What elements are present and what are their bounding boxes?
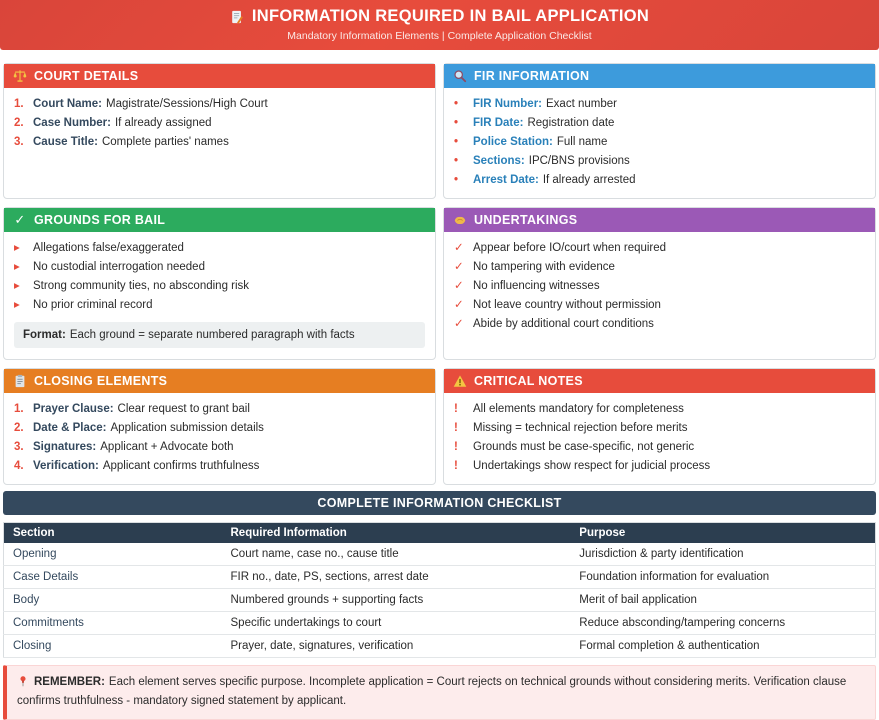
memo-icon xyxy=(230,10,244,24)
cell-section: Opening xyxy=(4,543,222,566)
item-text: Abide by additional court conditions xyxy=(473,318,654,330)
cell-required-information: Prayer, date, signatures, verification xyxy=(222,634,571,657)
item-text: If already assigned xyxy=(115,117,212,129)
item-text: Applicant + Advocate both xyxy=(100,441,233,453)
list-item xyxy=(454,279,865,294)
item-label: Case Number: xyxy=(33,117,111,129)
card-grounds-for-bail xyxy=(3,207,436,361)
table-row xyxy=(4,588,876,611)
cards-grid xyxy=(0,50,879,491)
item-text: No custodial interrogation needed xyxy=(33,261,205,273)
magnifier-icon xyxy=(453,69,467,83)
card-undertakings-header xyxy=(444,208,875,232)
card-court-details-header xyxy=(4,64,435,88)
item-label: Date & Place: xyxy=(33,422,107,434)
item-marker: 1. xyxy=(14,402,28,417)
cell-section: Case Details xyxy=(4,565,222,588)
item-marker: • xyxy=(454,135,468,150)
item-text: No influencing witnesses xyxy=(473,280,600,292)
card-critical-notes xyxy=(443,368,876,485)
card-fir-information xyxy=(443,63,876,199)
cell-section: Body xyxy=(4,588,222,611)
court-details-list xyxy=(4,88,435,160)
list-item xyxy=(14,440,425,455)
item-text: If already arrested xyxy=(543,174,636,186)
cell-purpose: Merit of bail application xyxy=(570,588,875,611)
list-item xyxy=(454,440,865,455)
item-text: Magistrate/Sessions/High Court xyxy=(106,98,268,110)
item-label: Verification: xyxy=(33,460,99,472)
cell-section: Closing xyxy=(4,634,222,657)
item-marker: 1. xyxy=(14,97,28,112)
list-item xyxy=(14,135,425,150)
item-label: Cause Title: xyxy=(33,136,98,148)
cell-purpose: Foundation information for evaluation xyxy=(570,565,875,588)
list-item xyxy=(454,317,865,332)
list-item xyxy=(14,402,425,417)
cell-required-information: Court name, case no., cause title xyxy=(222,543,571,566)
list-item xyxy=(14,260,425,275)
item-text: All elements mandatory for completeness xyxy=(473,403,684,415)
pushpin-icon xyxy=(17,675,29,694)
checklist-section xyxy=(0,491,879,658)
checklist-table xyxy=(3,522,876,658)
list-item xyxy=(14,241,425,256)
item-text: Complete parties' names xyxy=(102,136,229,148)
undertakings-list xyxy=(444,232,875,342)
item-text: Strong community ties, no absconding risk xyxy=(33,280,249,292)
table-row xyxy=(4,634,876,657)
closing-elements-list xyxy=(4,393,435,484)
item-label: FIR Number: xyxy=(473,98,542,110)
card-critical-notes-header xyxy=(444,369,875,393)
item-marker: ! xyxy=(454,440,468,455)
list-item xyxy=(454,459,865,474)
item-marker: ✓ xyxy=(454,260,468,275)
cell-purpose: Formal completion & authentication xyxy=(570,634,875,657)
scales-icon xyxy=(13,69,27,83)
page-header xyxy=(0,0,879,50)
list-item xyxy=(454,402,865,417)
cell-required-information: FIR no., date, PS, sections, arrest date xyxy=(222,565,571,588)
check-icon: ✓ xyxy=(13,213,27,227)
checklist-table-body xyxy=(4,543,876,658)
checklist-banner: COMPLETE INFORMATION CHECKLIST xyxy=(3,491,876,515)
item-marker: ! xyxy=(454,459,468,474)
item-label: Court Name: xyxy=(33,98,102,110)
item-marker: • xyxy=(454,116,468,131)
item-marker: 3. xyxy=(14,440,28,455)
item-text: Registration date xyxy=(527,117,614,129)
item-label: Prayer Clause: xyxy=(33,403,114,415)
table-row xyxy=(4,565,876,588)
item-text: Appear before IO/court when required xyxy=(473,242,666,254)
table-row xyxy=(4,543,876,566)
card-title: FIR INFORMATION xyxy=(474,69,589,83)
list-item xyxy=(454,154,865,169)
list-item xyxy=(454,421,865,436)
list-item xyxy=(454,298,865,313)
item-text: Not leave country without permission xyxy=(473,299,661,311)
list-item xyxy=(454,173,865,188)
warning-icon xyxy=(453,374,467,388)
page-title-row xyxy=(0,7,879,26)
item-text: Clear request to grant bail xyxy=(118,403,250,415)
item-label: Police Station: xyxy=(473,136,553,148)
card-court-details xyxy=(3,63,436,199)
item-text: Grounds must be case-specific, not generic xyxy=(473,441,694,453)
page-subtitle: Mandatory Information Elements | Complete Application Checklist xyxy=(0,30,879,42)
card-closing-elements-header xyxy=(4,369,435,393)
item-text: Application submission details xyxy=(111,422,264,434)
card-grounds-for-bail-header xyxy=(4,208,435,232)
table-header-row xyxy=(4,522,876,543)
item-label: Signatures: xyxy=(33,441,96,453)
column-header-section: Section xyxy=(4,522,222,543)
item-text: Full name xyxy=(557,136,608,148)
column-header-required-information: Required Information xyxy=(222,522,571,543)
item-marker: • xyxy=(454,173,468,188)
item-marker: ✓ xyxy=(454,279,468,294)
cell-purpose: Reduce absconding/tampering concerns xyxy=(570,611,875,634)
table-row xyxy=(4,611,876,634)
item-text: Allegations false/exaggerated xyxy=(33,242,184,254)
list-item xyxy=(14,97,425,112)
page-title: INFORMATION REQUIRED IN BAIL APPLICATION xyxy=(252,7,649,26)
card-undertakings xyxy=(443,207,876,361)
item-marker: • xyxy=(454,97,468,112)
item-text: Applicant confirms truthfulness xyxy=(103,460,260,472)
item-marker: ✓ xyxy=(454,241,468,256)
clipboard-icon xyxy=(13,374,27,388)
list-item xyxy=(454,97,865,112)
card-title: CLOSING ELEMENTS xyxy=(34,374,167,388)
item-marker: ✓ xyxy=(454,298,468,313)
item-text: Exact number xyxy=(546,98,617,110)
cell-required-information: Numbered grounds + supporting facts xyxy=(222,588,571,611)
item-text: No tampering with evidence xyxy=(473,261,615,273)
item-label: FIR Date: xyxy=(473,117,523,129)
list-item xyxy=(454,241,865,256)
item-marker: ! xyxy=(454,402,468,417)
item-marker: 4. xyxy=(14,459,28,474)
cell-section: Commitments xyxy=(4,611,222,634)
list-item xyxy=(14,298,425,313)
item-text: Undertakings show respect for judicial process xyxy=(473,460,710,472)
card-title: UNDERTAKINGS xyxy=(474,213,577,227)
item-marker: • xyxy=(454,154,468,169)
item-marker: ▸ xyxy=(14,241,28,256)
item-text: Missing = technical rejection before merits xyxy=(473,422,687,434)
card-title: CRITICAL NOTES xyxy=(474,374,583,388)
item-marker: ▸ xyxy=(14,298,28,313)
item-marker: 3. xyxy=(14,135,28,150)
fir-information-list xyxy=(444,88,875,198)
card-title: COURT DETAILS xyxy=(34,69,138,83)
list-item xyxy=(454,260,865,275)
list-item xyxy=(14,459,425,474)
list-item xyxy=(454,135,865,150)
format-note-label: Format: xyxy=(23,329,66,341)
remember-text: Each element serves specific purpose. Incomplete application = Court rejects on technical grounds without considering merits. Verification clause confirms truthfulness - mandatory signed statement by applicant. xyxy=(17,676,846,708)
handshake-icon xyxy=(453,213,467,227)
item-label: Sections: xyxy=(473,155,525,167)
item-label: Arrest Date: xyxy=(473,174,539,186)
list-item xyxy=(14,116,425,131)
item-marker: ✓ xyxy=(454,317,468,332)
card-closing-elements xyxy=(3,368,436,485)
item-marker: ! xyxy=(454,421,468,436)
grounds-list xyxy=(4,232,435,313)
cell-required-information: Specific undertakings to court xyxy=(222,611,571,634)
critical-notes-list xyxy=(444,393,875,484)
list-item xyxy=(14,421,425,436)
item-marker: 2. xyxy=(14,421,28,436)
item-marker: 2. xyxy=(14,116,28,131)
item-marker: ▸ xyxy=(14,260,28,275)
cell-purpose: Jurisdiction & party identification xyxy=(570,543,875,566)
remember-label: REMEMBER: xyxy=(34,676,105,688)
column-header-purpose: Purpose xyxy=(570,522,875,543)
card-title: GROUNDS FOR BAIL xyxy=(34,213,165,227)
item-text: IPC/BNS provisions xyxy=(529,155,630,167)
format-note xyxy=(14,322,425,348)
list-item xyxy=(454,116,865,131)
item-text: No prior criminal record xyxy=(33,299,153,311)
format-note-text: Each ground = separate numbered paragraph with facts xyxy=(70,329,355,341)
list-item xyxy=(14,279,425,294)
remember-note xyxy=(3,665,876,720)
card-fir-information-header xyxy=(444,64,875,88)
item-marker: ▸ xyxy=(14,279,28,294)
